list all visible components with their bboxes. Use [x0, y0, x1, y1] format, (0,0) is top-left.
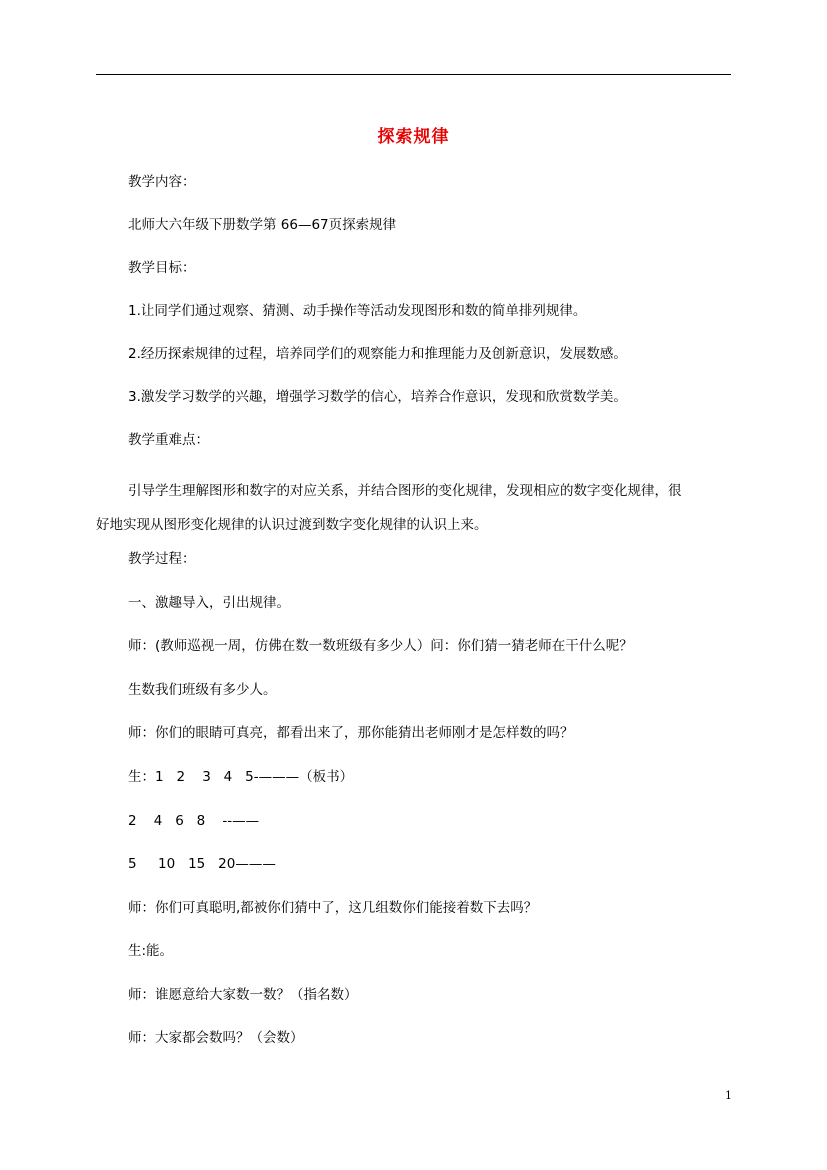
number-sequence-1: 生：1 2 3 4 5-———（板书）: [128, 769, 354, 785]
dialogue-line-4: 师：你们可真聪明,都被你们猜中了，这几组数你们能接着数下去吗？: [128, 900, 538, 916]
dialogue-line-1: 师：(教师巡视一周，仿佛在数一数班级有多少人）问：你们猜一猜老师在干什么呢？: [128, 638, 633, 654]
document-title: 探索规律: [377, 127, 450, 147]
key-points-line-2: 好地实现从图形变化规律的认识过渡到数字变化规律的认识上来。: [96, 517, 488, 533]
heading-teaching-goals: 教学目标：: [128, 260, 196, 276]
key-points-line-1: 引导学生理解图形和数字的对应关系，并结合图形的变化规律，发现相应的数字变化规律，很: [128, 483, 682, 499]
dialogue-line-3: 师：你们的眼睛可真亮，都看出来了，那你能猜出老师刚才是怎样数的吗？: [128, 725, 574, 741]
key-points-paragraph: [96, 474, 732, 542]
page-number: 1: [725, 1089, 732, 1102]
heading-teaching-content: 教学内容：: [128, 174, 196, 190]
section-heading-intro: 一、激趣导入，引出规律。: [128, 595, 290, 611]
dialogue-line-2: 生数我们班级有多少人。: [128, 682, 277, 698]
dialogue-line-7: 师：大家都会数吗？（会数）: [128, 1030, 304, 1046]
goal-item-2: 2.经历探索规律的过程，培养同学们的观察能力和推理能力及创新意识，发展数感。: [128, 346, 627, 362]
heading-teaching-process: 教学过程：: [128, 551, 196, 567]
goal-item-1: 1.让同学们通过观察、猜测、动手操作等活动发现图形和数的简单排列规律。: [128, 303, 587, 319]
dialogue-line-6: 师：谁愿意给大家数一数？（指名数）: [128, 987, 358, 1003]
dialogue-line-5: 生:能。: [128, 943, 174, 959]
goal-item-3: 3.激发学习数学的兴趣，增强学习数学的信心，培养合作意识，发现和欣赏数学美。: [128, 389, 627, 405]
number-sequence-2: 2 4 6 8 --——: [128, 813, 260, 829]
teaching-content-text: 北师大六年级下册数学第 66—67页探索规律: [128, 217, 397, 233]
heading-key-points: 教学重难点：: [128, 432, 209, 448]
number-sequence-3: 5 10 15 20———: [128, 856, 276, 872]
header-rule: [96, 74, 731, 75]
